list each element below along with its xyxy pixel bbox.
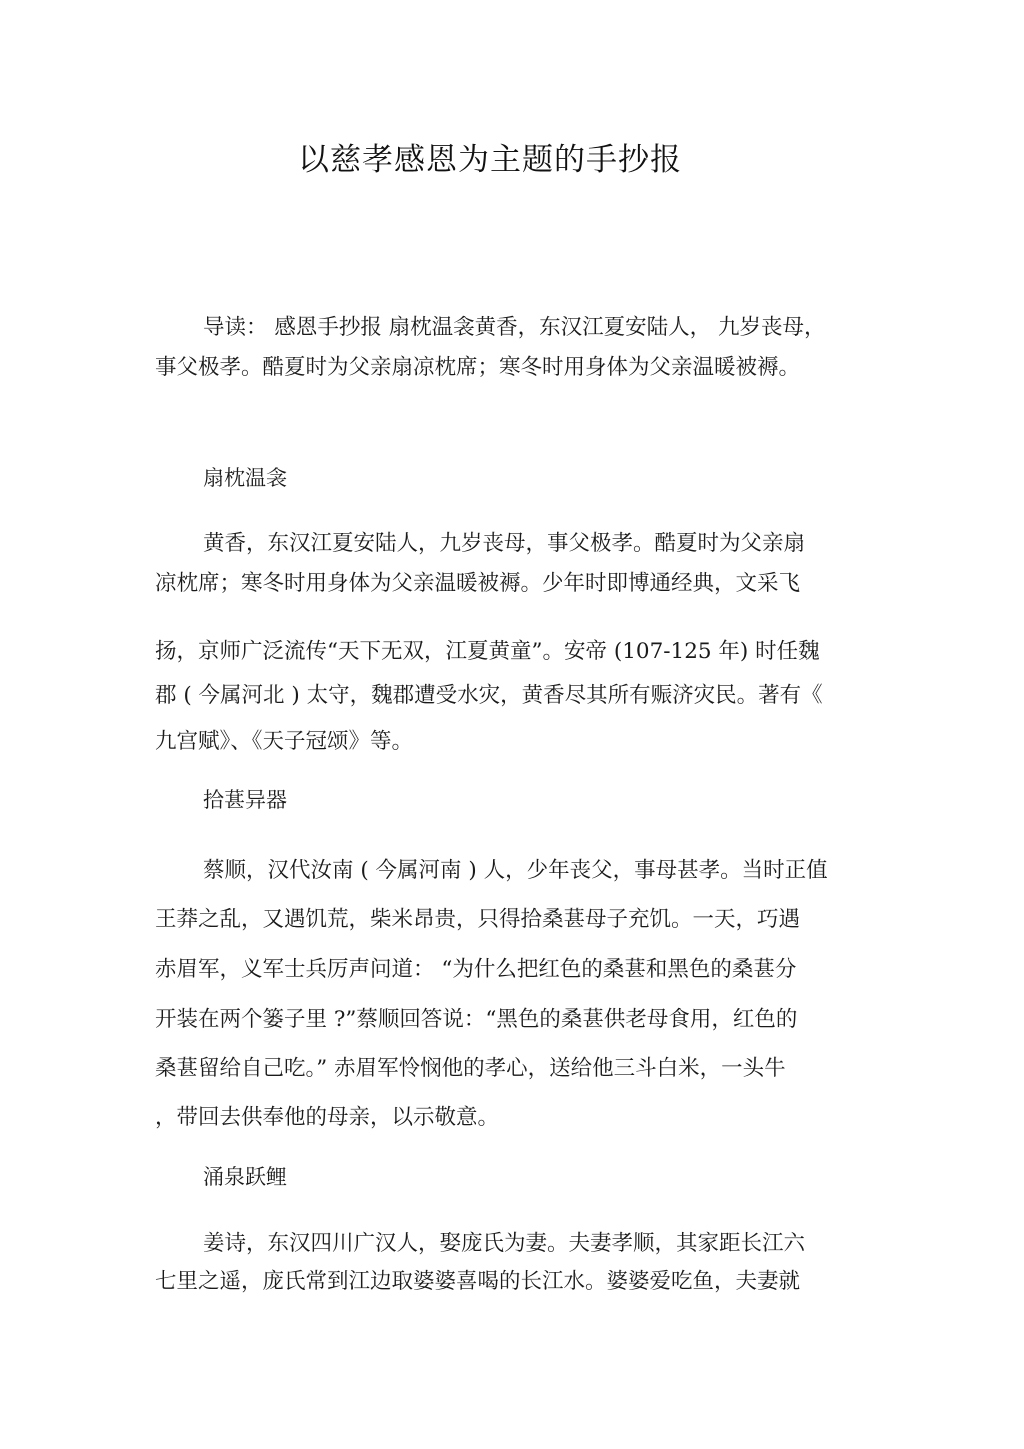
section-2-line-4: 开装在两个篓子里 ?”蔡顺回答说：“黑色的桑葚供老母食用，红色的 [155,1007,798,1032]
section-1-line-5: 九宫赋》、《天子冠颂》等。 [155,729,414,754]
section-3-line-1: 姜诗，东汉四川广汉人，娶庞氏为妻。夫妻孝顺，其家距长江六 [203,1231,806,1256]
section-2-line-3: 赤眉军，义军士兵厉声问道： “为什么把红色的桑葚和黑色的桑葚分 [155,957,797,982]
section-1-line-4: 郡 ( 今属河北 ) 太守，魏郡遭受水灾，黄香尽其所有赈济灾民。著有《 [155,683,823,708]
section-1-line-1: 黄香，东汉江夏安陆人，九岁丧母，事父极孝。酷夏时为父亲扇 [203,531,806,556]
section-2-line-1: 蔡顺，汉代汝南 ( 今属河南 ) 人，少年丧父，事母甚孝。当时正值 [203,858,828,883]
section-heading-1: 扇枕温衾 [203,466,287,490]
document-title: 以慈孝感恩为主题的手抄报 [298,142,682,178]
section-2-line-5: 桑葚留给自己吃。” 赤眉军怜悯他的孝心，送给他三斗白米，一头牛 [155,1056,786,1081]
section-2-line-6: ，带回去供奉他的母亲，以示敬意。 [155,1105,500,1130]
section-1-line-2: 凉枕席；寒冬时用身体为父亲温暖被褥。少年时即博通经典，文采飞 [155,571,801,596]
intro-line-2: 事父极孝。酷夏时为父亲扇凉枕席；寒冬时用身体为父亲温暖被褥。 [155,355,801,380]
section-2-line-2: 王莽之乱，又遇饥荒，柴米昂贵，只得拾桑葚母子充饥。一天，巧遇 [155,907,801,932]
intro-line-1: 导读： 感恩手抄报 扇枕温衾黄香，东汉江夏安陆人， 九岁丧母， [203,315,826,340]
section-3-line-2: 七里之遥，庞氏常到江边取婆婆喜喝的长江水。婆婆爱吃鱼，夫妻就 [155,1269,801,1294]
section-1-line-3: 扬，京师广泛流传“天下无双，江夏黄童”。安帝 (107-125 年) 时任魏 [155,639,820,664]
section-heading-2: 拾葚异器 [203,788,287,812]
section-heading-3: 涌泉跃鲤 [203,1165,287,1189]
